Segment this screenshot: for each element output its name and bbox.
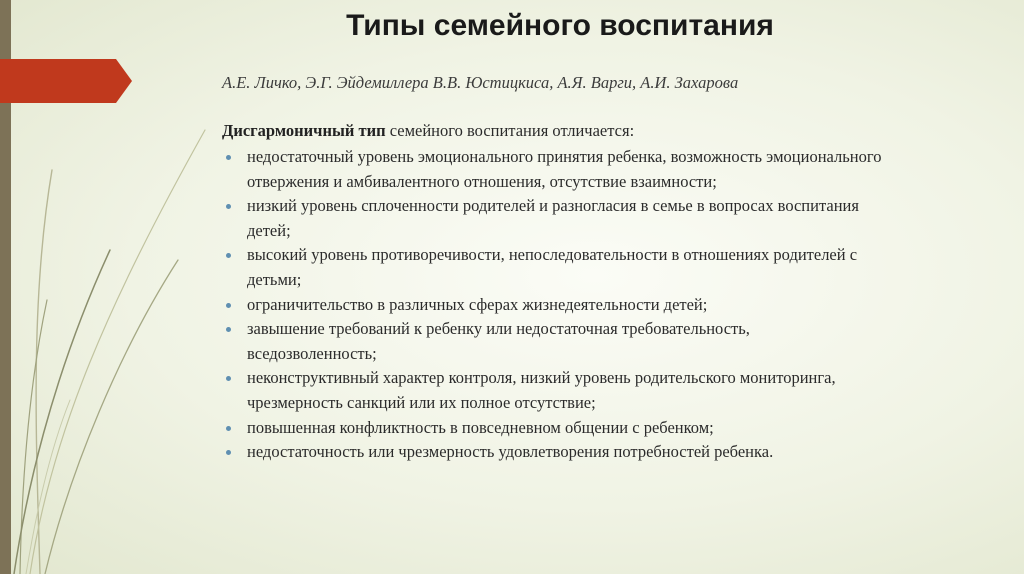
slide-title: Типы семейного воспитания (346, 9, 774, 42)
list-item (222, 416, 882, 441)
list-item (222, 366, 882, 415)
list-item-text: ограничительство в различных сферах жизнедеятельности детей; (247, 294, 708, 314)
list-item-text: неконструктивный характер контроля, низкий уровень родительского мониторинга, чрезмерность санкций или их полное отсутствие; (247, 368, 836, 412)
bullet-dot-icon (226, 450, 231, 455)
bullet-dot-icon (226, 426, 231, 431)
list-item (222, 317, 882, 366)
list-item-text: недостаточный уровень эмоционального принятия ребенка, возможность эмоционального отвержения и амбивалентного отношения, отсутствие взаимности; (247, 147, 882, 191)
bullet-list (222, 145, 882, 465)
list-item-text: недостаточность или чрезмерность удовлетворения потребностей ребенка. (247, 442, 774, 462)
list-item (222, 194, 882, 243)
bullet-dot-icon (226, 204, 231, 209)
intro-rest-text: семейного воспитания отличается: (385, 121, 635, 140)
intro-bold-term: Дисгармоничный тип (222, 121, 386, 140)
list-item-text: завышение требований к ребенку или недостаточная требовательность, вседозволенность; (247, 319, 750, 363)
list-item-text: повышенная конфликтность в повседневном общении с ребенком; (247, 417, 714, 437)
bullet-dot-icon (226, 155, 231, 160)
accent-arrow-banner (0, 59, 132, 103)
list-item (222, 145, 882, 194)
authors-line: А.Е. Личко, Э.Г. Эйдемиллера В.В. Юстицкиса, А.Я. Варги, А.И. Захарова (222, 73, 739, 92)
intro-line (222, 121, 634, 141)
list-item-text: высокий уровень противоречивости, непоследовательности в отношениях родителей с детьми; (247, 245, 858, 289)
bullet-dot-icon (226, 376, 231, 381)
list-item (222, 293, 882, 318)
bullet-dot-icon (226, 327, 231, 332)
list-item (222, 243, 882, 292)
list-item (222, 440, 882, 465)
list-item-text: низкий уровень сплоченности родителей и разногласия в семье в вопросах воспитания детей; (247, 196, 859, 240)
bullet-dot-icon (226, 253, 231, 258)
bullet-dot-icon (226, 303, 231, 308)
